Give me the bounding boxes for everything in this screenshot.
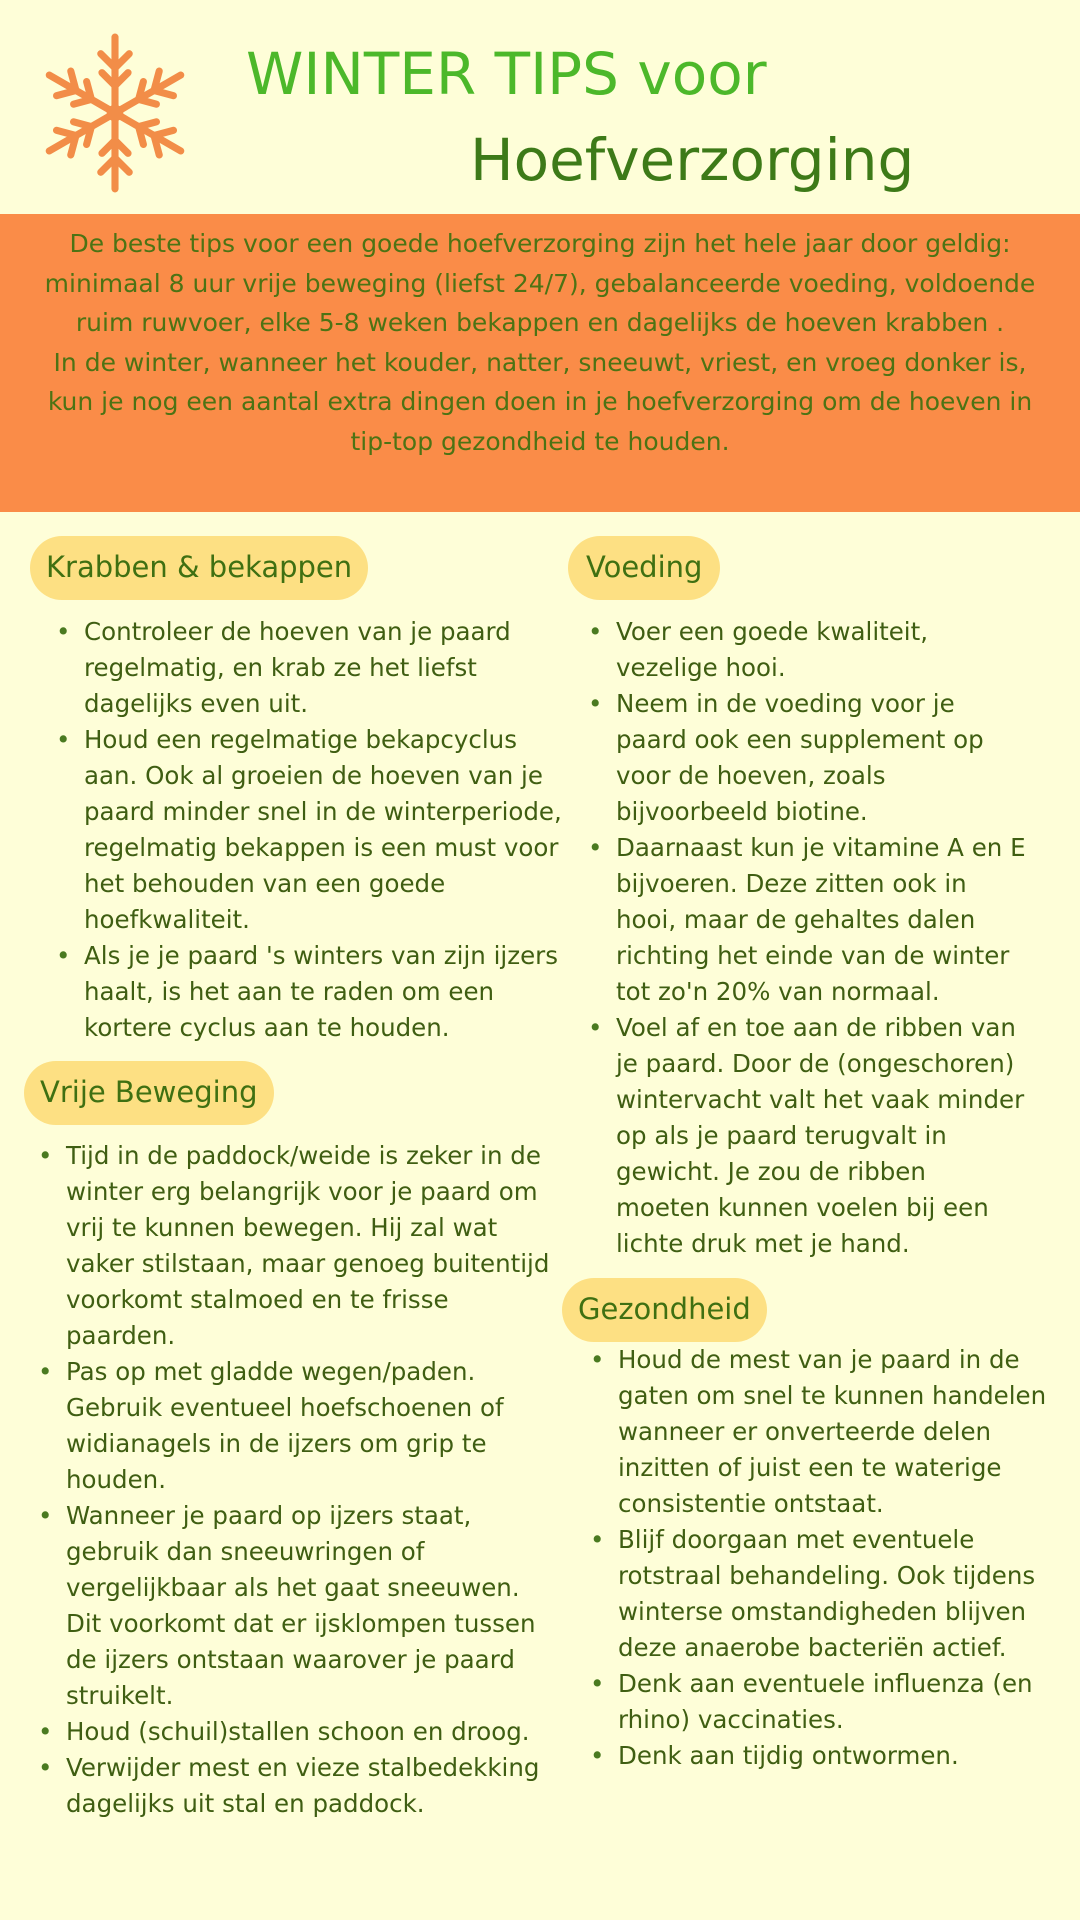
list-item: • Voer een goede kwaliteit, vezelige hooi. <box>586 614 1026 686</box>
list-item: • Controleer de hoeven van je paard regelmatig, en krab ze het liefst dagelijks even uit. <box>54 614 562 722</box>
list-item: • Voel af en toe aan de ribben van je paard. Door de (ongeschoren) wintervacht valt het vaak minder op als je paard terugvalt in gewicht. Je zou de ribben moeten kunnen voelen bij een lichte druk met je hand. <box>586 1010 1026 1262</box>
list-item: • Daarnaast kun je vitamine A en E bijvoeren. Deze zitten ook in hooi, maar de gehaltes dalen richting het einde van de winter tot zo'n 20% van normaal. <box>586 830 1026 1010</box>
list-item: • Als je je paard 's winters van zijn ijzers haalt, is het aan te raden om een kortere cyclus aan te houden. <box>54 938 562 1046</box>
list-item: • Blijf doorgaan met eventuele rotstraal behandeling. Ook tijdens winterse omstandigheden blijven deze anaerobe bacteriën actief. <box>588 1522 1048 1666</box>
list-item: • Denk aan tijdig ontwormen. <box>588 1738 1048 1774</box>
section-heading-krabben: Krabben & bekappen <box>30 536 368 600</box>
list-item: • Denk aan eventuele influenza (en rhino) vaccinaties. <box>588 1666 1048 1738</box>
list-voeding <box>586 614 1026 1262</box>
list-item: • Pas op met gladde wegen/paden. Gebruik eventueel hoefschoenen of widianagels in de ijzers om grip te houden. <box>36 1354 556 1498</box>
snowflake-icon <box>42 30 188 196</box>
list-item: • Houd een regelmatige bekapcyclus aan. Ook al groeien de hoeven van je paard minder snel in de winterperiode, regelmatig bekappen is een must voor het behouden van een goede hoefkwaliteit. <box>54 722 562 938</box>
section-heading-voeding: Voeding <box>568 536 720 600</box>
page-title-line2: Hoefverzorging <box>470 126 915 194</box>
list-item: • Wanneer je paard op ijzers staat, gebruik dan sneeuwringen of vergelijkbaar als het gaat sneeuwen. Dit voorkomt dat er ijsklompen tussen de ijzers ontstaan waarover je paard struikelt. <box>36 1498 556 1714</box>
list-item: • Houd de mest van je paard in de gaten om snel te kunnen handelen wanneer er onverteerde delen inzitten of juist een te waterige consistentie ontstaat. <box>588 1342 1048 1522</box>
list-item: • Houd (schuil)stallen schoon en droog. <box>36 1714 556 1750</box>
list-beweging <box>36 1138 556 1822</box>
intro-paragraph-2: In de winter, wanneer het kouder, natter, sneeuwt, vriest, en vroeg donker is, kun je nog een aantal extra dingen doen in je hoefverzorging om de hoeven in tip-top gezondheid te houden. <box>47 347 1033 456</box>
section-heading-beweging: Vrije Beweging <box>24 1061 274 1125</box>
section-heading-gezondheid: Gezondheid <box>562 1278 767 1342</box>
intro-banner <box>0 214 1080 512</box>
header <box>0 0 1080 214</box>
list-item: • Verwijder mest en vieze stalbedekking dagelijks uit stal en paddock. <box>36 1750 556 1822</box>
list-item: • Neem in de voeding voor je paard ook een supplement op voor de hoeven, zoals bijvoorbeeld biotine. <box>586 686 1026 830</box>
intro-paragraph-1: De beste tips voor een goede hoefverzorging zijn het hele jaar door geldig: minimaal 8 uur vrije beweging (liefst 24/7), gebalanceerde voeding, voldoende ruim ruwvoer, elke 5-8 weken bekappen en dagelijks de hoeven krabben . <box>44 229 1036 337</box>
list-krabben <box>54 614 562 1046</box>
list-item: • Tijd in de paddock/weide is zeker in de winter erg belangrijk voor je paard om vrij te kunnen bewegen. Hij zal wat vaker stilstaan, maar genoeg buitentijd voorkomt stalmoed en te frisse paarden. <box>36 1138 556 1354</box>
list-gezondheid <box>588 1342 1048 1774</box>
page-title-line1: WINTER TIPS voor <box>246 40 767 108</box>
